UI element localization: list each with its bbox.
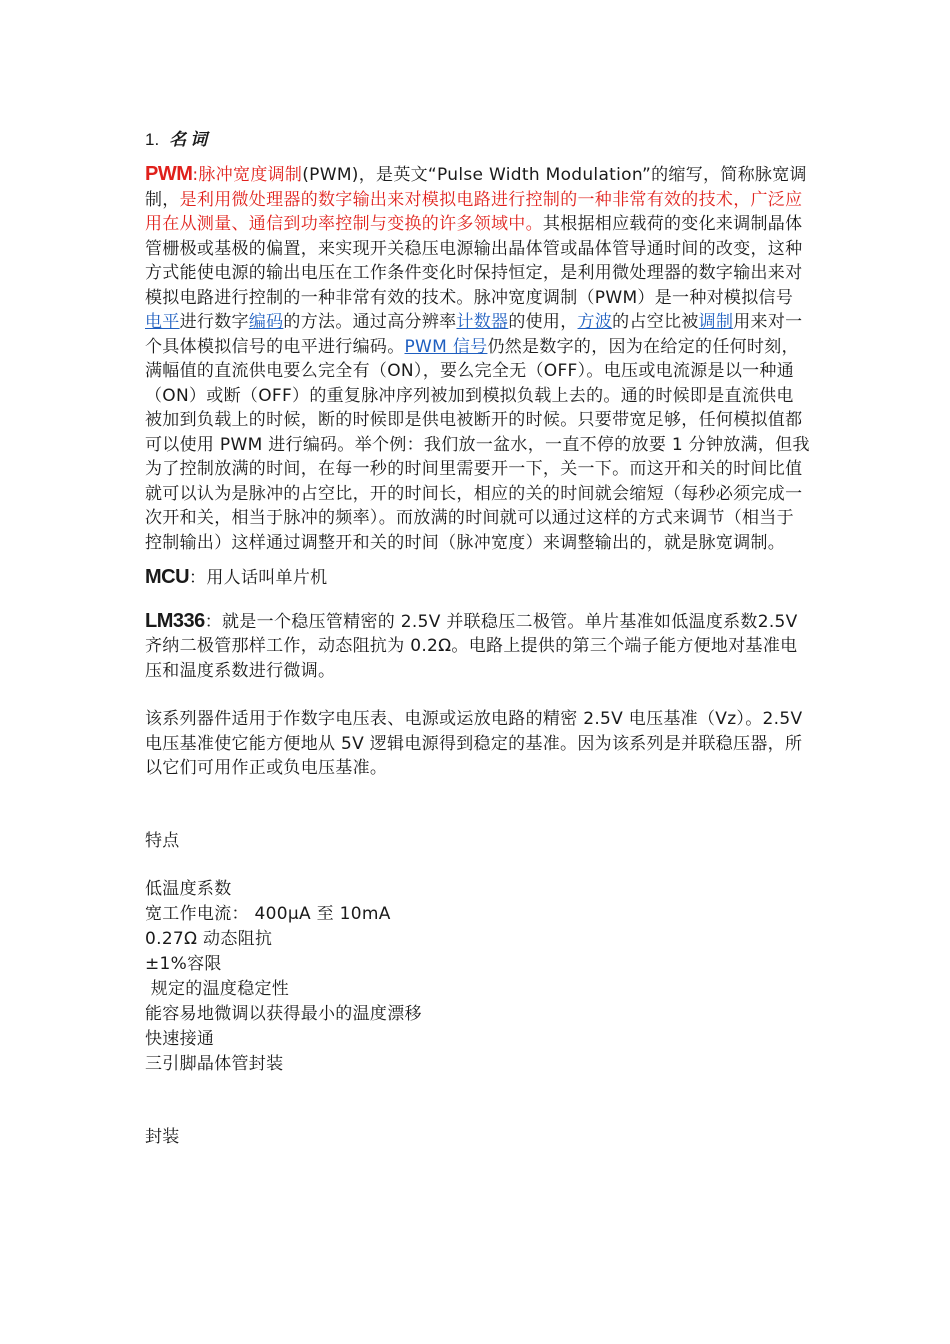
mcu-text: ：用人话叫单片机 [189,568,328,588]
mcu-term: MCU [145,566,190,588]
pwm-paragraph [145,162,810,555]
link-modulation[interactable]: 调制 [698,312,734,332]
features-title: 特点 [145,830,180,851]
pwm-text-7: 用来对一个具体模拟信号的电平进行编码。 [145,312,803,357]
package-title: 封装 [145,1127,180,1147]
section-title: 名词 [169,130,212,150]
link-encoding[interactable]: 编码 [248,312,284,332]
list-item: 快速接通 [145,1029,215,1049]
pwm-text-8: 仍然是数字的，因为在给定的任何时刻，满幅值的直流供电要么完全有（ON），要么完全无（OFF）。电压或电流源是以一种通（ON）或断（OFF）的重复脉冲序列被加到模拟负载上去的。通的时候即是直流供电被加到负载上的时候，断的时候即是供电被断开的时候。只要带宽足够，任何模拟值都可以使用 PWM 进行编码。举个例：我们放一盆水，一直不停的放要 1 分钟放满，但我为了控制放满的时间，在每一秒的时间里需要开一下，关一下。而这开和关的时间比值就可以认为是脉冲的占空比，开的时间长，相应的关的时间就会缩短（每秒必须完成一次开和关，相当于脉冲的频率）。而放满的时间就可以通过这样的方式来调节（相当于控制输出）这样通过调整开和关的时间（脉冲宽度）来调整输出的，就是脉宽调制。 [145,336,810,553]
pwm-term: PWM [145,163,193,185]
pwm-text-1: (PWM)，是英文“Pulse Width Modulation”的缩写，简称脉宽调制， [145,165,807,210]
pwm-text-2: 其根据相应载荷的变化来调制晶体管栅极或基极的偏置，来实现开关稳压电源输出晶体管或晶体管导通时间的改变，这种方式能使电源的输出电压在工作条件变化时保持恒定，是利用微处理器的数字输出来对模拟电路进行控制的一种非常有效的技术。脉冲宽度调制（PWM）是一种对模拟信号 [145,214,803,308]
lm336-term: LM336 [145,609,205,632]
link-square-wave[interactable]: 方波 [577,312,613,332]
series-paragraph: 该系列器件适用于作数字电压表、电源或运放电路的精密 2.5V 电压基准（Vz）。2.5V 电压基准使它能方便地从 5V 逻辑电源得到稳定的基准。因为该系列是并联稳压器，所以它们可用作正或负电压基准。 [145,709,803,778]
list-item: 低温度系数 [145,879,232,899]
pwm-text-4: 的方法。通过高分辨率 [283,312,457,332]
pwm-text-6: 的占空比被 [612,312,699,332]
link-level[interactable]: 电平 [145,312,180,332]
pwm-red-highlight: 是利用微处理器的数字输出来对模拟电路进行控制的一种非常有效的技术，广泛应用在从测量、通信到功率控制与变换的许多领域中。 [145,189,803,234]
link-counter[interactable]: 计数器 [456,312,509,332]
pwm-text-5: 的使用， [508,312,578,332]
document-page [145,125,810,1150]
list-item: 0.27Ω 动态阻抗 [145,929,273,949]
lm336-paragraph [145,609,810,684]
list-item: 能容易地微调以获得最小的温度漂移 [145,1004,422,1024]
list-item: 宽工作电流： 400μA 至 10mA [145,904,391,924]
list-item: ±1%容限 [145,954,222,974]
pwm-text-3: 进行数字 [179,312,249,332]
features-list [145,877,810,1077]
list-item: 规定的温度稳定性 [145,979,290,999]
mcu-paragraph [145,565,810,591]
section-number: 1. [145,130,160,149]
lm336-text: ：就是一个稳压管精密的 2.5V 并联稳压二极管。单片基准如低温度系数2.5V 齐纳二极管那样工作，动态阻抗为 0.2Ω。电路上提供的第三个端子能方便地对基准电压和温度系数进行微调。 [145,611,798,681]
pwm-colon: : [192,165,199,185]
section-heading [145,125,810,150]
list-item: 三引脚晶体管封装 [145,1054,284,1074]
link-pwm-signal[interactable]: PWM 信号 [404,336,488,357]
pwm-red-definition: 脉冲宽度调制 [198,165,303,185]
